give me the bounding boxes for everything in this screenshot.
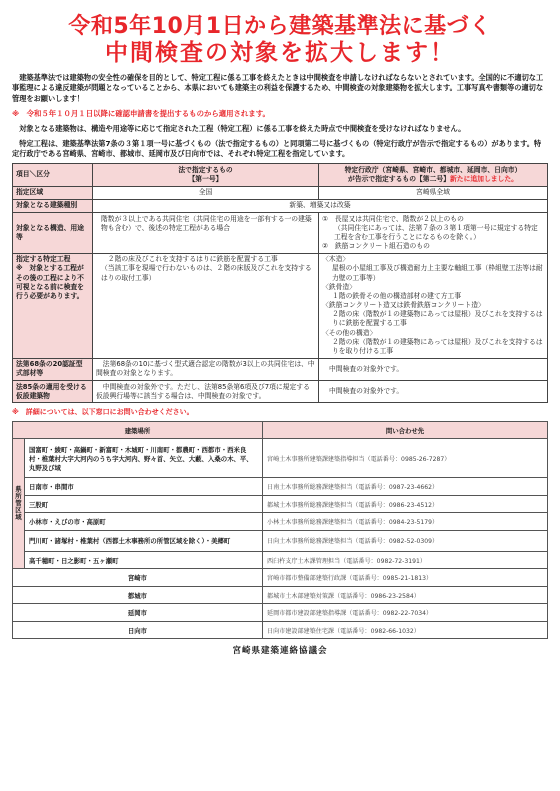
area-label: 指定区域 — [13, 186, 93, 199]
process-law — [93, 253, 319, 358]
contact-header-place: 建築場所 — [13, 422, 263, 439]
city-contact: 延岡市都市建設部建築指導課（電話番号：0982-22-7034） — [263, 604, 548, 622]
header-law — [93, 164, 319, 186]
wood-heading: 〈木造〉 — [322, 255, 350, 264]
use-gov-1: ① 長屋又は共同住宅で、階数が２以上のもの — [322, 214, 464, 223]
prefecture-area-label: 県所管区域 — [13, 439, 25, 569]
title-line-1: 令和5年10月1日から建築基準法に基づく — [68, 14, 492, 39]
use-gov-2: ② 鉄筋コンクリート組石造のもの — [322, 242, 430, 251]
city-place: 都城市 — [13, 586, 263, 604]
art68-law: 法第68条の10に基づく型式適合認定の階数が3以上の共同住宅は、中間検査の対象となります。 — [93, 358, 319, 380]
use-gov — [319, 213, 548, 254]
art68-label: 法第68条の20認証型式部材等 — [13, 358, 93, 380]
contact-info: 都城土木事務所総務課建築担当（電話番号：0986-23-4512） — [263, 495, 548, 513]
contact-place: 小林市・えびの市・高原町 — [25, 513, 263, 531]
contact-place: 三股町 — [25, 495, 263, 513]
steel-body: １階の鉄骨その他の構造部材の建て方工事 — [332, 291, 462, 300]
contact-note: ※ 詳細については、以下窓口にお問い合わせください。 — [12, 408, 194, 417]
contact-table — [12, 421, 548, 639]
contact-info: 日向土木事務所総務課建築担当（電話番号：0982-52-0309） — [263, 530, 548, 551]
art85-label: 法85条の適用を受ける仮設建築物 — [13, 381, 93, 403]
inspection-table — [12, 163, 548, 403]
contact-place: 門川町・諸塚村・椎葉村（西都土木事務所の所管区域を除く）・美郷町 — [25, 530, 263, 551]
process-law-1: ２階の床及びこれを支持するはりに鉄筋を配置する工事 — [107, 255, 278, 264]
art68-gov: 中間検査の対象外です。 — [319, 358, 548, 380]
contact-place: 国富町・綾町・高鍋町・新富町・木城町・川南町・都農町・西都市・西米良村・椎葉村大字大河内のうち字大河内、野々首、矢立、大藪、入桑の木、平、丸野及び域 — [25, 439, 263, 478]
art85-law: 中間検査の対象外です。ただし、法第85条第6項及び7項に規定する仮設興行場等に該当する場合は、中間検査の対象です。 — [93, 381, 319, 403]
process-paragraph: 特定工程は、建築基準法第7条の３第１項一号に基づくもの（法で指定するもの）と同項第二号に基づくもの（特定行政庁が告示で指定するもの）があります。特定行政庁である宮崎県、宮崎市、都城市、延岡市及び日向市では、それぞれ特定工程を指定しています。 — [12, 138, 542, 159]
wood-body: 屋根の小屋組工事及び構造耐力上主要な軸組工事（枠組壁工法等は耐力壁の工事等） — [332, 264, 543, 282]
header-gov-line1: 特定行政庁（宮崎県、宮崎市、都城市、延岡市、日向市） — [344, 165, 522, 174]
type-label: 対象となる建築種別 — [13, 199, 93, 212]
process-label-note: ※ 対象とする工程がその後の工程により不可視となる前に検査を行う必要があります。 — [16, 264, 84, 300]
contact-place: 日南市・串間市 — [25, 478, 263, 496]
area-law: 全国 — [93, 186, 319, 199]
header-gov-line2a: が告示で指定するもの【第二号】 — [348, 175, 450, 184]
other-heading: 〈その他の構造〉 — [322, 328, 377, 337]
contact-place: 高千穂町・日之影町・五ヶ瀬町 — [25, 551, 263, 569]
header-law-line1: 法で指定するもの — [178, 165, 233, 174]
header-gov — [319, 164, 548, 186]
use-law: 階数が３以上である共同住宅（共同住宅の用途を一部有する一の建築物も含む）で、後述の特定工程がある場合 — [93, 213, 319, 254]
footer-organization: 宮崎県建築連絡協議会 — [232, 646, 328, 657]
rc-body: ２階の床（階数が１の建築物にあっては屋根）及びこれを支持するはりに鉄筋を配置する工事 — [332, 310, 543, 328]
contact-header-contact: 問い合わせ先 — [263, 422, 548, 439]
title-line-2: 中間検査の対象を拡大します！ — [105, 39, 455, 66]
contact-info: 小林土木事務所総務課建築担当（電話番号：0984-23-5179） — [263, 513, 548, 531]
use-gov-1b: （共同住宅にあっては、法第７条の３第１項第一号に規定する特定工程を含む工事を行うことになるものを除く。） — [334, 223, 538, 241]
contact-info: 日南土木事務所総務課建築担当（電話番号：0987-23-4662） — [263, 478, 548, 496]
steel-heading: 〈鉄骨造〉 — [322, 282, 356, 291]
use-label: 対象となる構造、用途等 — [13, 213, 93, 254]
city-contact: 日向市建設部建築住宅課（電話番号：0982-66-1032） — [263, 621, 548, 639]
rc-heading: 〈鉄筋コンクリート造又は鉄骨鉄筋コンクリート造〉 — [322, 301, 485, 310]
area-gov: 宮崎県全域 — [319, 186, 548, 199]
contact-info: 宮崎土木事務所建築課建築指導担当（電話番号：0985-26-7287） — [263, 439, 548, 478]
target-paragraph: 対象となる建築物は、構造や用途等に応じて指定された工程（特定工程）に係る工事を終えた時点で中間検査を受けなければなりません。 — [19, 123, 466, 133]
art85-gov: 中間検査の対象外です。 — [319, 381, 548, 403]
intro-paragraph: 建築基準法では建築物の安全性の確保を目的として、特定工程に係る工事を終えたときは中間検査を申請しなければならないとされています。全国的に不適切な工事監理による違反建築が問題となっていることから、本県においても建築主の利益を保護するため、中間検査の対象建築物を拡大します。工事写真や書類等の適切な管理をお願いします！ — [12, 73, 544, 103]
city-place: 宮崎市 — [13, 569, 263, 587]
city-place: 延岡市 — [13, 604, 263, 622]
type-value: 新築、増築又は改築 — [93, 199, 548, 212]
header-gov-line2 — [322, 175, 544, 184]
header-item: 項目＼区分 — [13, 164, 93, 186]
city-contact: 都城市土木部建築対策課（電話番号：0986-23-2584） — [263, 586, 548, 604]
city-place: 日向市 — [13, 621, 263, 639]
process-law-2: （当該工事を現場で行わないものは、２階の床版及びこれを支持するはりの取付工事） — [101, 264, 312, 282]
city-contact: 宮崎市都市整備部建築行政課（電話番号：0985-21-1813） — [263, 569, 548, 587]
contact-info: 西臼杵支庁土木課管理担当（電話番号：0982-72-3191） — [263, 551, 548, 569]
process-label — [13, 253, 93, 358]
effective-date-notice: ※ 令和５年１０月１日以降に確認申請書を提出するものから適用されます。 — [12, 108, 270, 118]
new-addition-label: 新たに追加しました。 — [449, 175, 518, 184]
page-title — [12, 14, 548, 67]
process-gov — [319, 253, 548, 358]
process-label-title: 指定する特定工程 — [16, 255, 71, 264]
header-law-line2: 【第一号】 — [188, 175, 223, 184]
other-body: ２階の床（階数が１の建築物にあっては屋根）及びこれを支持するはりを取り付ける工事 — [332, 337, 543, 355]
